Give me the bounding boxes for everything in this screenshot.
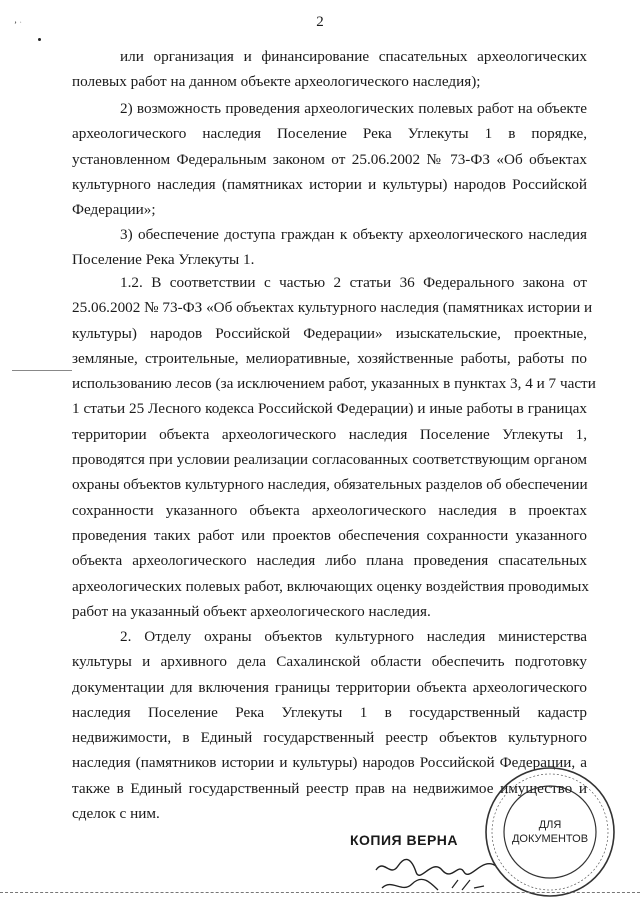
text-line: наследия Поселение Река Углекуты 1 в государственный кадастр (72, 703, 587, 721)
text-line: земляные, строительные, мелиоративные, хозяйственные работы, работы по (72, 349, 587, 367)
margin-line (12, 370, 72, 372)
text-line: 1 статьи 25 Лесного кодекса Российской Федерации) и иные работы в границах (72, 400, 587, 418)
text-line: охраны объектов культурного наследия, обязательных разделов об обеспечении (72, 476, 588, 494)
paragraph-section-1-2 (72, 270, 596, 624)
margin-dot (38, 38, 41, 41)
text-line: сохранности указанного объекта археологического наследия в проектах (72, 501, 587, 519)
text-line: 3) обеспечение доступа граждан к объекту археологического наследия (120, 226, 587, 243)
seal-text-top: ДЛЯ (538, 819, 562, 831)
text-line: также в Единый государственный реестр прав на недвижимое имущество и (72, 779, 587, 797)
text-line: объекта археологического наследия либо плана проведения спасательных (72, 552, 587, 570)
text-line: сделок с ним. (72, 805, 160, 823)
text-line: работ на указанный объект археологического наследия. (72, 602, 431, 620)
text-line: 1.2. В соответствии с частью 2 статьи 36 Федерального закона от (120, 274, 587, 291)
text-line: проведения таких работ или проектов обеспечения сохранности указанного (72, 526, 587, 544)
text-line: археологического наследия Поселение Река Углекуты 1 в порядке, (72, 125, 587, 143)
paragraph-continuation (72, 44, 587, 95)
text-line: Поселение Река Углекуты 1. (72, 251, 255, 269)
page-number: 2 (316, 14, 324, 30)
text-line: Федерации»; (72, 201, 156, 219)
text-line: археологических полевых работ, включающих оценку воздействия проводимых (72, 577, 589, 595)
text-line: 2. Отделу охраны объектов культурного наследия министерства (120, 628, 587, 645)
text-line: установленном Федеральным законом от 25.06.2002 № 73-ФЗ «Об объектах (72, 150, 587, 168)
text-line: наследия (памятников истории и культуры) народов Российской Федерации, а (72, 754, 587, 772)
paragraph-item-2 (72, 96, 587, 222)
seal-text-bottom: ДОКУМЕНТОВ (511, 833, 589, 845)
text-line: или организация и финансирование спасательных археологических (120, 48, 587, 65)
text-line: документации для включения границы территории объекта археологического (72, 678, 587, 696)
paragraph-item-3 (72, 222, 587, 273)
text-line: 2) возможность проведения археологических полевых работ на объекте (120, 100, 587, 117)
text-line: полевых работ на данном объекте археологического наследия); (72, 73, 481, 91)
text-line: использованию лесов (за исключением работ, указанных в пунктах 3, 4 и 7 части (72, 375, 596, 393)
text-line: проводятся при условии реализации согласованных соответствующим органом (72, 451, 587, 469)
bottom-edge-line (0, 892, 640, 894)
official-seal (480, 762, 620, 902)
text-line: культуры и архивного дела Сахалинской области обеспечить подготовку (72, 653, 587, 671)
copy-verified-stamp: КОПИЯ ВЕРНА (350, 832, 459, 848)
text-line: культуры) народов Российской Федерации» изыскательские, проектные, (72, 324, 587, 342)
text-line: территории объекта археологического наследия Поселение Углекуты 1, (72, 425, 587, 443)
text-line: недвижимости, в Единый государственный реестр объектов культурного (72, 729, 587, 747)
margin-mark: ʼ ͘ (14, 20, 20, 30)
text-line: культурного наследия (памятниках истории и культуры) народов Российской (72, 175, 587, 193)
text-line: 25.06.2002 № 73-ФЗ «Об объектах культурного наследия (памятниках истории и (72, 299, 593, 317)
